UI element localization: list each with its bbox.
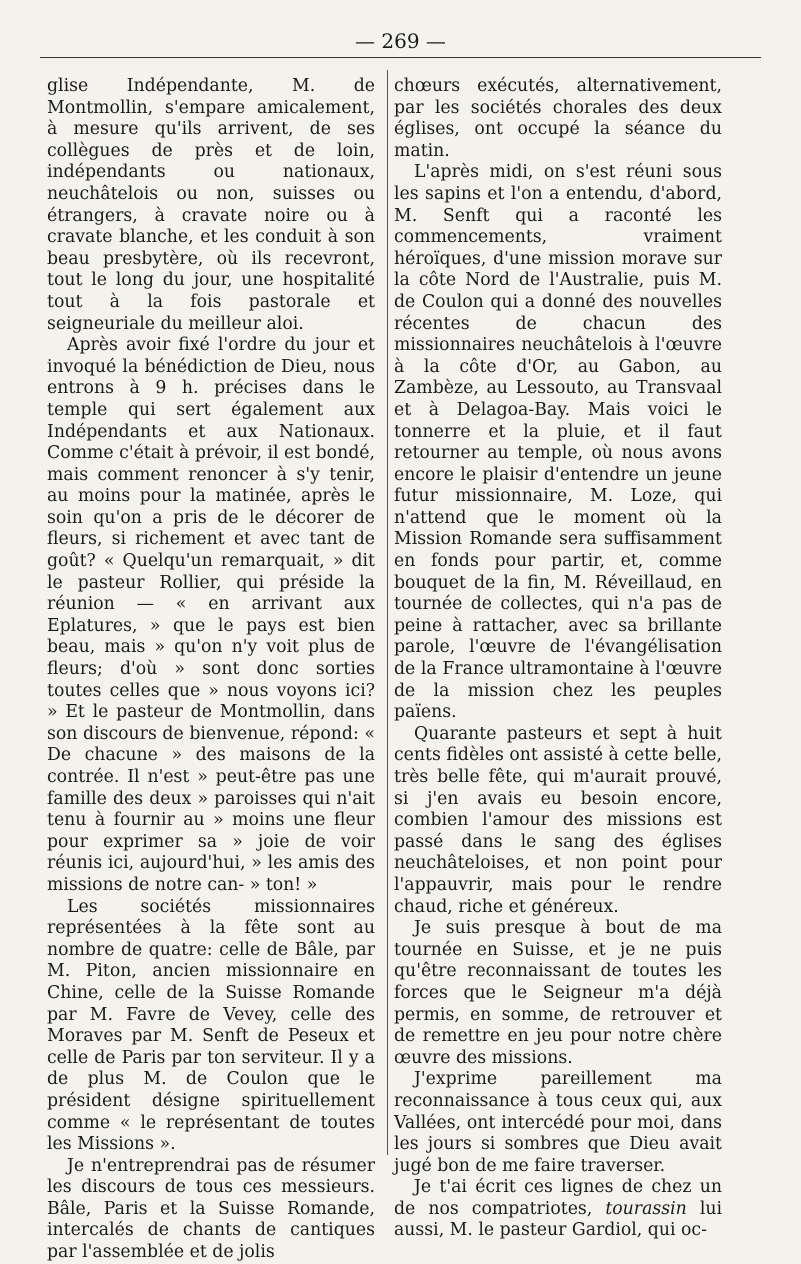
paragraph: Quarante pasteurs et sept à huit cents fidèles ont assisté à cette belle, très belle fête, qui m'aurait prouvé, si j'en avais eu besoin encore, combien l'amour des missions est passé dans le sang des églises neuchâteloises, et non point pour l'appauvrir, mais pour le rendre chaud, riche et généreux. (394, 723, 722, 917)
italic-word: tourassin (605, 1198, 687, 1219)
paragraph: L'après midi, on s'est réuni sous les sapins et l'on a entendu, d'abord, M. Senft qui a raconté les commencements, vraiment héroïques, d'une mission morave sur la côte Nord de l'Australie, puis M. de Coulon qui a donné des nouvelles récentes de chacun des missionnaires neuchâtelois à l'œuvre à la côte d'Or, au Gabon, au Zambèze, au Lessouto, au Transvaal et à Delagoa-Bay. Mais voici le tonnerre et la pluie, et il faut retourner au temple, où nous avons encore le plaisir d'entendre un jeune futur missionnaire, M. Loze, qui n'attend que le moment où la Mission Romande sera suffisamment en fonds pour partir, et, comme bouquet de la fin, M. Réveillaud, en tournée de collectes, qui n'a pas de peine à rattacher, avec sa brillante parole, l'œuvre de l'évangélisation de la France ultramontaine à l'œuvre de la mission chez les peuples païens. (394, 162, 722, 723)
paragraph-text: Je t'ai écrit ces lignes de chez un de nos compatriotes, (394, 1177, 722, 1219)
paragraph: J'exprime pareillement ma reconnaissance à tous ceux qui, aux Vallées, ont intercédé pour moi, dans les jours si sombres que Dieu avait jugé bon de me faire traverser. (394, 1069, 722, 1176)
column-divider (387, 70, 388, 1155)
paragraph: Après avoir fixé l'ordre du jour et invoqué la bénédiction de Dieu, nous entrons à 9 h. précises dans le temple qui sert également aux Indépendants et aux Nationaux. Comme c'était à prévoir, il est bondé, mais comment renoncer à s'y tenir, au moins pour la matinée, après le soin qu'on a pris de le décorer de fleurs, si richement et avec tant de goût? « Quelqu'un remarquait, » dit le pasteur Rollier, qui préside la réunion — « en arrivant aux Eplatures, » que le pays est bien beau, mais » qu'on n'y voit plus de fleurs; d'où » sont donc sorties toutes celles que » nous voyons ici? » Et le pasteur de Montmollin, dans son discours de bienvenue, répond: « De chacune » des maisons de la contrée. Il n'est » peut-être pas une famille des deux » paroisses qui n'ait tenu à fournir au » moins une fleur pour exprimer sa » joie de voir réunis ici, aujourd'hui, » les amis des missions de notre can- » ton! » (47, 335, 375, 895)
page-number: — 269 — (355, 29, 446, 53)
paragraph: Je suis presque à bout de ma tournée en Suisse, et je ne puis qu'être reconnaissant de toutes les forces que le Seigneur m'a déjà permis, en somme, de retrouver et de remettre en jeu pour notre chère œuvre des missions. (394, 918, 722, 1068)
paragraph: Les sociétés missionnaires représentées à la fête sont au nombre de quatre: celle de Bâle, par M. Piton, ancien missionnaire en Chine, celle de la Suisse Romande par M. Favre de Vevey, celle des Moraves par M. Senft de Peseux et celle de Paris par ton serviteur. Il y a de plus M. de Coulon que le président désigne spirituellement comme « le représentant de toutes les Missions ». (47, 896, 375, 1155)
paragraph-text: lui aussi, M. le pasteur Gardiol, qui oc- (394, 1198, 722, 1241)
paragraph (394, 1177, 722, 1242)
header-rule (40, 57, 761, 58)
paragraph: Je n'entreprendrai pas de résumer les discours de tous ces messieurs. Bâle, Paris et la Suisse Romande, intercalés de chants de cantiques par l'assemblée et de jolis (47, 1155, 375, 1263)
left-column (47, 76, 375, 1264)
right-column (394, 76, 722, 1242)
paragraph: chœurs exécutés, alternativement, par les sociétés chorales des deux églises, ont occupé la séance du matin. (394, 76, 722, 161)
paragraph: glise Indépendante, M. de Montmollin, s'empare amicalement, à mesure qu'ils arrivent, de ses collègues de près et de loin, indépendants ou nationaux, neuchâtelois ou non, suisses ou étrangers, à cravate noire ou à cravate blanche, et les conduit à son beau presbytère, où ils recevront, tout le long du jour, une hospitalité tout à la fois pastorale et seigneuriale du meilleur aloi. (47, 76, 375, 334)
